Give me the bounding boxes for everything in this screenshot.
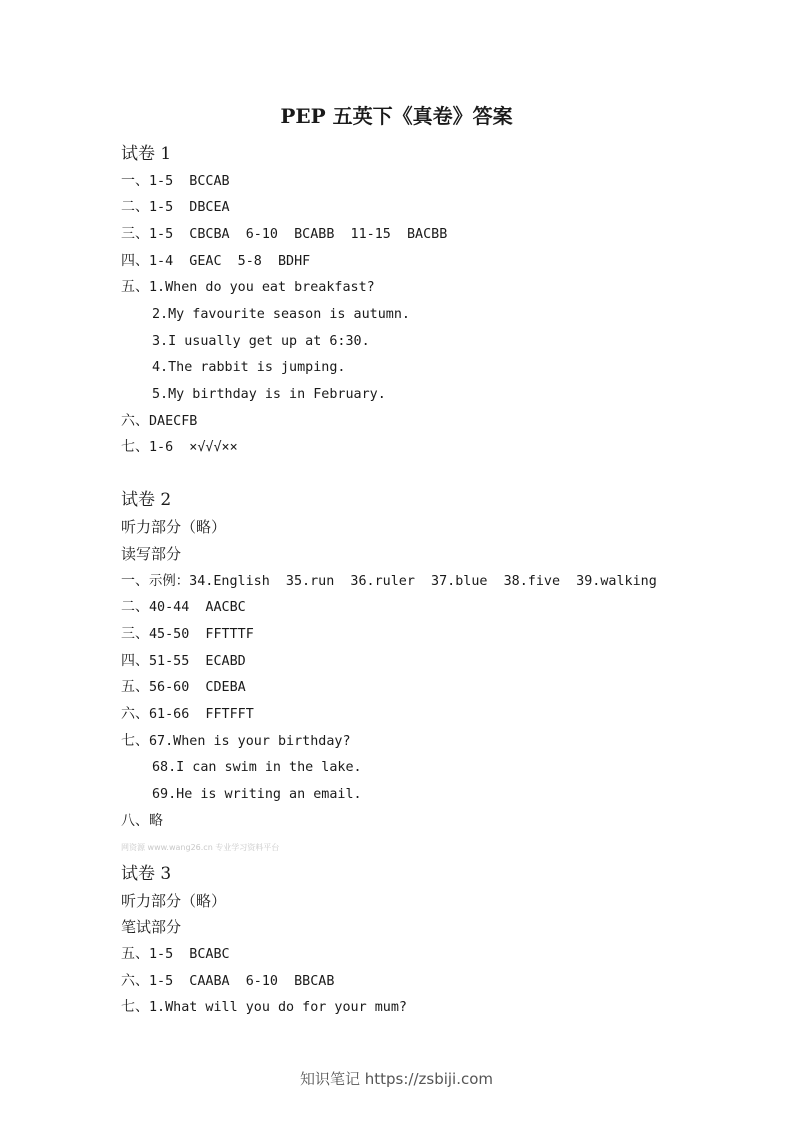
question-number: 五、 (121, 946, 149, 962)
question-number: 七、 (121, 999, 149, 1015)
answer-text: 1-5 DBCEA (149, 200, 230, 215)
question-number: 五、 (121, 279, 149, 295)
answer-line (121, 651, 246, 672)
paper1-heading: 试卷 1 (121, 144, 172, 164)
answer-line (152, 304, 410, 325)
answer-line (121, 811, 163, 831)
question-number: 六、 (121, 413, 149, 429)
answer-line (121, 597, 246, 618)
answer-text: 69.He is writing an email. (152, 787, 362, 802)
answer-line (121, 251, 310, 272)
answer-line (152, 384, 386, 405)
question-number: 四、 (121, 653, 149, 669)
answer-text: 40-44 AACBC (149, 600, 246, 615)
answer-text: 61-66 FFTFFT (149, 707, 254, 722)
answer-line (152, 784, 362, 805)
question-number: 二、 (121, 199, 149, 215)
answer-text: 1-6 ×√√√×× (149, 440, 238, 455)
answer-line (152, 357, 345, 378)
answer-text: 1-5 BCABC (149, 947, 230, 962)
listening-section-label: 听力部分（略） (121, 518, 227, 536)
answer-text: 2.My favourite season is autumn. (152, 307, 410, 322)
answer-line (121, 571, 657, 592)
question-number: 三、 (121, 626, 149, 642)
answer-text: 1-5 CBCBA 6-10 BCABB 11-15 BACBB (149, 227, 448, 242)
answer-line (152, 757, 362, 778)
answer-line (121, 411, 197, 432)
reading-writing-section-label: 读写部分 (121, 545, 182, 563)
question-number: 五、 (121, 679, 149, 695)
answer-text: 略 (149, 813, 163, 829)
question-number: 一、 (121, 573, 149, 589)
answer-text: 1.What will you do for your mum? (149, 1000, 407, 1015)
answer-line (121, 704, 254, 725)
paper3-heading: 试卷 3 (121, 864, 172, 884)
question-number: 七、 (121, 439, 149, 455)
answer-text: 51-55 ECABD (149, 654, 246, 669)
answer-text: 示例：34.English 35.run 36.ruler 37.blue 38.five 39.walking (149, 574, 657, 589)
listening-section-label: 听力部分（略） (121, 892, 227, 910)
answer-text: 45-50 FFTTTF (149, 627, 254, 642)
answer-line (121, 971, 334, 992)
question-number: 七、 (121, 733, 149, 749)
question-number: 八、 (121, 813, 149, 829)
answer-text: 56-60 CDEBA (149, 680, 246, 695)
answer-line (121, 437, 238, 458)
paper2-heading: 试卷 2 (121, 490, 172, 510)
answer-text: 3.I usually get up at 6:30. (152, 334, 370, 349)
answer-line (152, 331, 370, 352)
answer-text: 1-5 CAABA 6-10 BBCAB (149, 974, 335, 989)
page-title: PEP 五英下《真卷》答案 (280, 104, 513, 128)
answer-text: 1-4 GEAC 5-8 BDHF (149, 254, 311, 269)
question-number: 三、 (121, 226, 149, 242)
answer-line (121, 944, 230, 965)
answer-text: 4.The rabbit is jumping. (152, 360, 346, 375)
answer-line (121, 277, 375, 298)
question-number: 二、 (121, 599, 149, 615)
answer-line (121, 997, 407, 1018)
written-section-label: 笔试部分 (121, 918, 182, 936)
watermark: 网资源 www.wang26.cn 专业学习资料平台 (121, 843, 280, 852)
question-number: 六、 (121, 973, 149, 989)
answer-line (121, 197, 230, 218)
answer-line (121, 171, 230, 192)
answer-line (121, 731, 351, 752)
answer-text: 5.My birthday is in February. (152, 387, 386, 402)
answer-line (121, 624, 254, 645)
answer-text: 68.I can swim in the lake. (152, 760, 362, 775)
question-number: 四、 (121, 253, 149, 269)
answer-text: 1.When do you eat breakfast? (149, 280, 375, 295)
question-number: 六、 (121, 706, 149, 722)
answer-text: 1-5 BCCAB (149, 174, 230, 189)
footer-site-link[interactable]: 知识笔记 https://zsbiji.com (299, 1070, 494, 1088)
answer-line (121, 224, 447, 245)
answer-line (121, 677, 246, 698)
answer-text: DAECFB (149, 414, 198, 429)
question-number: 一、 (121, 173, 149, 189)
answer-text: 67.When is your birthday? (149, 734, 351, 749)
